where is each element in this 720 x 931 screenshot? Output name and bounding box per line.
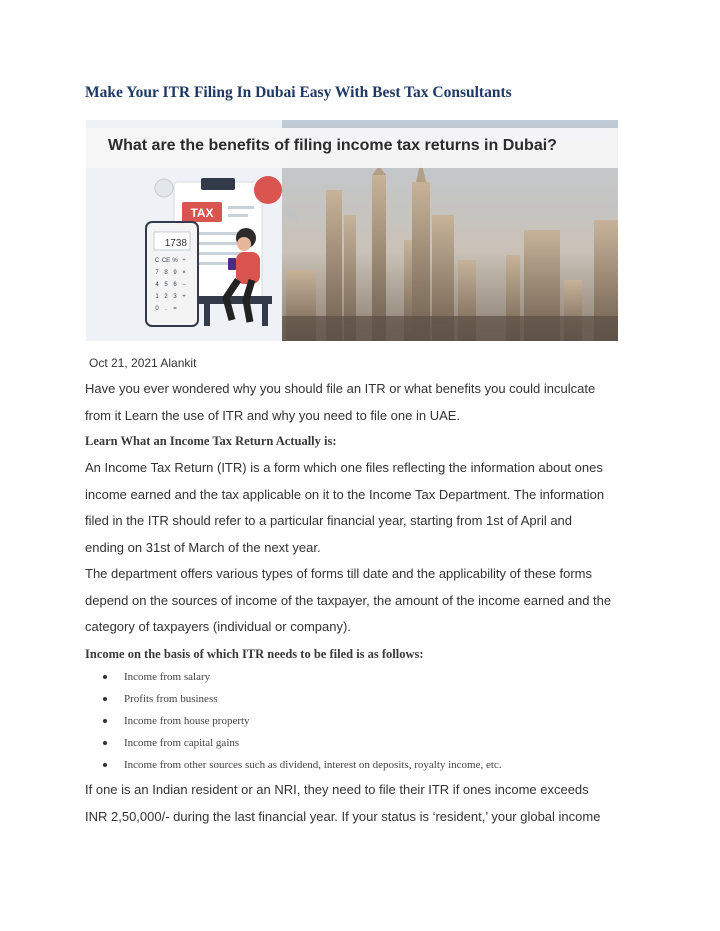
calculator-display: 1738: [164, 238, 187, 249]
income-sources-list: [100, 666, 502, 776]
section-heading-itr-definition: Learn What an Income Tax Return Actually is:: [85, 434, 337, 448]
calculator-key: +: [182, 294, 186, 300]
calculator-key: =: [173, 306, 177, 312]
author-name: Alankit: [160, 356, 197, 370]
hero-banner-image: [86, 120, 618, 341]
article-title: Make Your ITR Filing In Dubai Easy With Best Tax Consultants: [85, 84, 512, 101]
list-item-text: Income from capital gains: [124, 737, 240, 749]
calculator-key: 5: [164, 282, 168, 288]
paragraph-line: INR 2,50,000/- during the last financial year. If your status is ‘resident,’ your global income: [85, 808, 601, 824]
calculator-key: 9: [173, 270, 177, 276]
section-heading-income-basis: Income on the basis of which ITR needs to be filed is as follows:: [85, 647, 424, 661]
paragraph-line: The department offers various types of forms till date and the applicability of these forms: [85, 566, 593, 581]
calculator-key: 8: [164, 270, 168, 276]
intro-paragraph: [85, 376, 645, 429]
list-item: [100, 688, 502, 710]
calculator-key: ×: [182, 270, 186, 276]
calculator-key: 6: [173, 282, 177, 288]
paragraph-line: ending on 31st of March of the next year.: [85, 539, 321, 555]
list-item-text: Profits from business: [124, 693, 218, 705]
svg-text:TAX: TAX: [190, 206, 214, 220]
paragraph-line: category of taxpayers (individual or company).: [85, 619, 351, 634]
closing-paragraph: [85, 777, 645, 830]
calculator-key: %: [172, 258, 178, 264]
calculator-key: −: [182, 282, 186, 288]
paragraph-line: from it Learn the use of ITR and why you need to file one in UAE.: [85, 407, 461, 423]
list-item-text: Income from other sources such as dividend, interest on deposits, royalty income, etc.: [124, 759, 502, 771]
hero-heading: What are the benefits of filing income tax returns in Dubai?: [108, 137, 557, 154]
itr-definition-paragraph: [85, 455, 645, 561]
paragraph-line: If one is an Indian resident or an NRI, they need to file their ITR if ones income exceeds: [85, 782, 589, 797]
list-item: [100, 666, 502, 688]
forms-paragraph: [85, 561, 645, 641]
list-item: [100, 754, 502, 776]
calculator-key: 3: [173, 294, 177, 300]
calculator-key: .: [165, 306, 167, 312]
calculator-key: 0: [155, 306, 159, 312]
calculator-key: 1: [155, 294, 159, 300]
bullet-icon: [103, 719, 107, 723]
bullet-icon: [103, 697, 107, 701]
list-item: [100, 732, 502, 754]
calculator-key: 2: [164, 294, 168, 300]
calculator-icon: [146, 222, 198, 326]
paragraph-line: income earned and the tax applicable on it to the Income Tax Department. The information: [85, 486, 605, 502]
bullet-icon: [103, 763, 107, 767]
coin-icon: [254, 176, 282, 204]
hero-heading-bar: [86, 128, 618, 168]
bullet-icon: [103, 675, 107, 679]
percent-icon: %: [286, 207, 299, 223]
list-item-text: Income from house property: [124, 715, 250, 727]
calculator-key: CE: [161, 258, 171, 264]
street-level: [282, 316, 618, 341]
calculator-key: 7: [155, 270, 159, 276]
paragraph-line: depend on the sources of income of the taxpayer, the amount of the income earned and the: [85, 592, 612, 608]
article-meta: [89, 356, 196, 370]
paragraph-line: filed in the ITR should refer to a particular financial year, starting from 1st of April and: [85, 513, 573, 528]
list-item-text: Income from salary: [124, 671, 211, 683]
phone-icon: [228, 258, 236, 270]
paragraph-line: Have you ever wondered why you should file an ITR or what benefits you could inculcate: [85, 381, 596, 396]
bullet-icon: [103, 741, 107, 745]
list-item: [100, 710, 502, 732]
calculator-key: 4: [155, 282, 159, 288]
calculator-key: C: [154, 258, 160, 264]
publish-date: Oct 21, 2021: [89, 356, 158, 370]
gear-icon: [155, 179, 173, 197]
calculator-key: ÷: [182, 258, 186, 264]
paragraph-line: An Income Tax Return (ITR) is a form which one files reflecting the information about ones: [85, 460, 603, 475]
